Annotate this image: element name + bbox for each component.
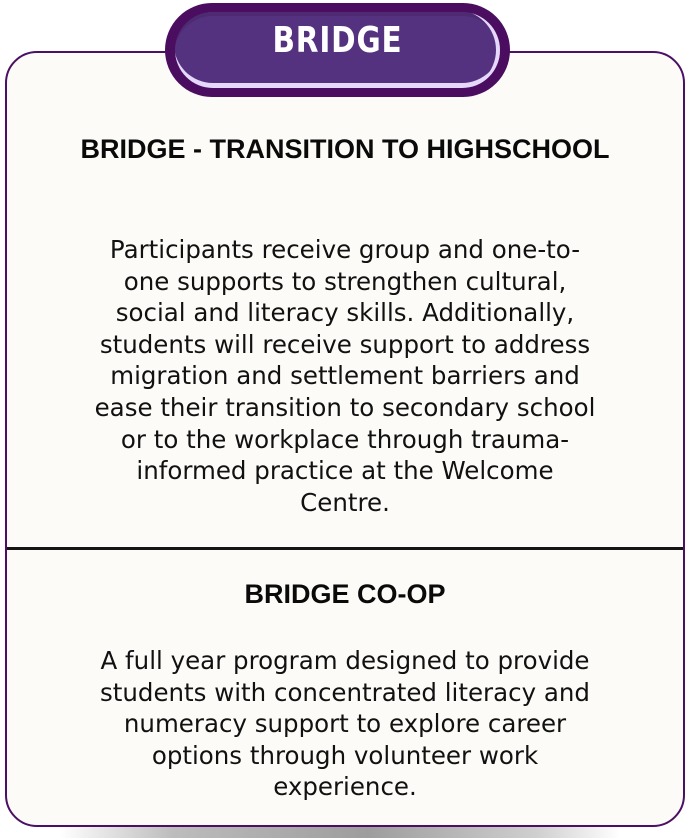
description-line: Centre. <box>300 487 390 517</box>
description-line: social and literacy skills. Additionally, <box>115 298 575 328</box>
badge-label: BRIDGE <box>272 20 403 61</box>
section-title-transition: BRIDGE - TRANSITION TO HIGHSCHOOL <box>80 134 610 164</box>
description-line: one supports to strengthen cultural, <box>123 266 567 296</box>
description-line: informed practice at the Welcome <box>136 456 554 486</box>
description-line: options through volunteer work <box>151 740 539 770</box>
description-line: students with concentrated literacy and <box>100 677 590 707</box>
description-line: migration and settlement barriers and <box>110 361 580 391</box>
card-shadow <box>60 826 620 838</box>
program-card <box>5 51 685 827</box>
description-line: students will receive support to address <box>99 329 591 359</box>
section-description-transition <box>7 234 683 518</box>
description-line: or to the workplace through trauma- <box>120 424 570 454</box>
description-line: numeracy support to explore career <box>123 709 567 739</box>
section-divider <box>7 547 683 550</box>
section-title-coop: BRIDGE CO-OP <box>244 579 446 609</box>
description-line: ease their transition to secondary school <box>94 392 596 422</box>
section-description-coop <box>7 645 683 803</box>
description-line: Participants receive group and one-to- <box>109 235 581 264</box>
bridge-badge <box>165 3 510 97</box>
description-line: experience. <box>273 772 417 802</box>
description-line: A full year program designed to provide <box>100 646 590 675</box>
